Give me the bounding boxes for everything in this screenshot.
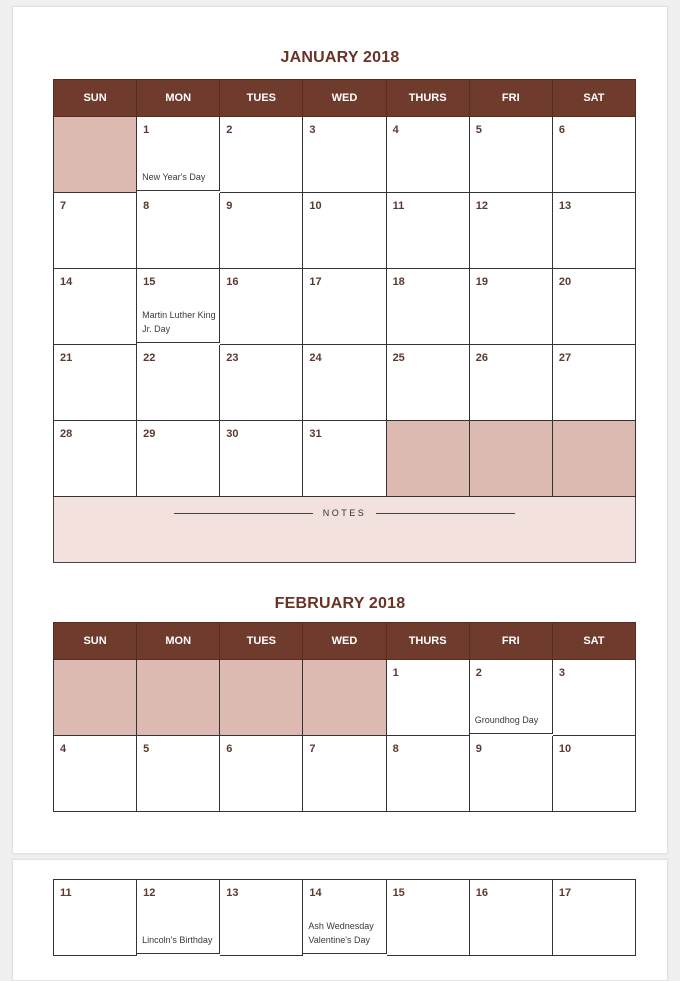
january-day-7[interactable]	[53, 193, 137, 269]
february-day-17[interactable]	[553, 880, 636, 956]
january-day-23[interactable]	[220, 345, 303, 421]
day-number: 16	[226, 276, 239, 288]
january-day-1[interactable]	[137, 117, 220, 191]
day-number: 25	[392, 352, 405, 364]
day-number: 6	[558, 124, 565, 136]
weekday-fri: FRI	[470, 80, 553, 116]
holiday-note: Ash Wednesday Valentine's Day	[308, 921, 374, 945]
calendar-page-1	[12, 6, 668, 854]
day-number: 7	[60, 200, 67, 212]
notes-box[interactable]	[53, 497, 636, 563]
day-number: 30	[226, 428, 239, 440]
holiday-note: Groundhog Day	[474, 715, 539, 725]
day-number: 27	[558, 352, 572, 364]
january-day-30[interactable]	[220, 421, 303, 497]
day-number: 20	[558, 276, 572, 288]
weekday-thurs: THURS	[387, 623, 470, 659]
january-day-10[interactable]	[303, 193, 386, 269]
day-number: 23	[226, 352, 239, 364]
empty-day-cell	[53, 660, 137, 736]
january-day-15[interactable]	[137, 269, 220, 343]
day-number: 13	[226, 887, 239, 899]
february-day-15[interactable]	[387, 880, 470, 956]
calendar-february-continued	[53, 879, 636, 956]
day-number: 18	[392, 276, 405, 288]
january-day-21[interactable]	[53, 345, 137, 421]
day-number: 21	[60, 352, 73, 364]
january-day-28[interactable]	[53, 421, 137, 497]
january-day-20[interactable]	[553, 269, 636, 345]
empty-day-cell	[553, 421, 636, 497]
week-row	[53, 421, 636, 497]
day-number: 17	[309, 276, 322, 288]
day-number: 8	[143, 200, 150, 212]
february-day-14[interactable]	[303, 880, 386, 954]
empty-day-cell	[53, 117, 137, 193]
day-number: 24	[309, 352, 322, 364]
calendar-january	[53, 79, 636, 563]
day-number: 5	[143, 743, 150, 755]
empty-day-cell	[220, 660, 303, 736]
day-number: 10	[309, 200, 322, 212]
week-row	[53, 269, 636, 345]
weekday-sat: SAT	[583, 92, 605, 104]
day-number: 14	[60, 276, 73, 288]
notes-label: NOTES	[322, 508, 367, 518]
month-title-february: FEBRUARY 2018	[274, 595, 406, 612]
weekday-mon: MON	[137, 623, 220, 659]
january-day-31[interactable]	[303, 421, 386, 497]
january-day-3[interactable]	[303, 117, 386, 193]
weekday-sat: SAT	[583, 635, 605, 647]
day-number: 2	[226, 124, 233, 136]
day-number: 31	[309, 428, 322, 440]
january-day-16[interactable]	[220, 269, 303, 345]
day-number: 14	[309, 887, 322, 899]
february-day-10[interactable]	[553, 736, 636, 812]
day-number: 1	[143, 124, 150, 136]
january-day-5[interactable]	[470, 117, 553, 193]
january-day-29[interactable]	[137, 421, 220, 497]
january-day-9[interactable]	[220, 193, 303, 269]
weekday-thurs: THURS	[387, 80, 470, 116]
january-day-18[interactable]	[387, 269, 470, 345]
week-row	[53, 660, 636, 736]
notes-divider	[174, 508, 515, 518]
day-number: 7	[309, 743, 316, 755]
day-number: 19	[475, 276, 488, 288]
day-number: 12	[475, 200, 488, 212]
day-number: 13	[558, 200, 572, 212]
february-day-12[interactable]	[137, 880, 220, 954]
day-number: 10	[558, 743, 572, 755]
february-day-2[interactable]	[470, 660, 553, 734]
weekday-tues: TUES	[220, 623, 303, 659]
weekday-wed: WED	[303, 623, 386, 659]
january-day-13[interactable]	[553, 193, 636, 269]
january-day-17[interactable]	[303, 269, 386, 345]
weekday-mon: MON	[137, 80, 220, 116]
week-row	[53, 736, 636, 812]
week-row	[53, 193, 636, 269]
day-number: 16	[475, 887, 488, 899]
day-number: 9	[475, 743, 482, 755]
holiday-note: Lincoln's Birthday	[142, 935, 213, 945]
empty-day-cell	[303, 660, 386, 736]
weekday-sun: SUN	[54, 80, 137, 116]
weekday-fri: FRI	[470, 623, 553, 659]
february-weeks-continued	[53, 879, 636, 956]
weekday-header	[53, 622, 636, 660]
january-day-25[interactable]	[387, 345, 470, 421]
day-number: 3	[558, 667, 565, 679]
february-day-11[interactable]	[53, 880, 137, 956]
february-day-9[interactable]	[470, 736, 553, 812]
january-day-27[interactable]	[553, 345, 636, 421]
week-row	[53, 117, 636, 193]
empty-day-cell	[137, 660, 220, 736]
day-number: 11	[392, 200, 405, 212]
day-number: 6	[226, 743, 233, 755]
february-weeks	[53, 660, 636, 812]
day-number: 15	[143, 276, 156, 288]
january-day-26[interactable]	[470, 345, 553, 421]
week-row	[53, 880, 636, 956]
february-day-6[interactable]	[220, 736, 303, 812]
january-day-6[interactable]	[553, 117, 636, 193]
calendar-page-2	[12, 859, 668, 981]
calendar-february	[53, 622, 636, 812]
february-day-7[interactable]	[303, 736, 386, 812]
january-day-19[interactable]	[470, 269, 553, 345]
day-number: 12	[143, 887, 156, 899]
day-number: 15	[392, 887, 405, 899]
month-title-january: JANUARY 2018	[280, 49, 400, 66]
holiday-note: New Year's Day	[142, 172, 206, 182]
february-day-3[interactable]	[553, 660, 636, 736]
day-number: 3	[309, 124, 316, 136]
day-number: 28	[60, 428, 73, 440]
empty-day-cell	[387, 421, 470, 497]
february-day-8[interactable]	[387, 736, 470, 812]
january-day-24[interactable]	[303, 345, 386, 421]
empty-day-cell	[470, 421, 553, 497]
january-day-2[interactable]	[220, 117, 303, 193]
day-number: 26	[475, 352, 488, 364]
january-day-11[interactable]	[387, 193, 470, 269]
day-number: 4	[60, 743, 67, 755]
weekday-wed: WED	[303, 80, 386, 116]
january-day-12[interactable]	[470, 193, 553, 269]
day-number: 5	[475, 124, 482, 136]
week-row	[53, 345, 636, 421]
day-number: 22	[143, 352, 156, 364]
day-number: 9	[226, 200, 233, 212]
day-number: 1	[392, 667, 399, 679]
day-number: 2	[475, 667, 482, 679]
weekday-header	[53, 79, 636, 117]
day-number: 29	[143, 428, 156, 440]
february-day-1[interactable]	[387, 660, 470, 736]
day-number: 11	[60, 887, 72, 899]
january-day-14[interactable]	[53, 269, 137, 345]
january-day-22[interactable]	[137, 345, 220, 421]
february-day-16[interactable]	[470, 880, 553, 956]
february-day-4[interactable]	[53, 736, 137, 812]
january-day-4[interactable]	[387, 117, 470, 193]
january-day-8[interactable]	[137, 193, 220, 269]
january-weeks	[53, 117, 636, 497]
weekday-tues: TUES	[220, 80, 303, 116]
day-number: 17	[558, 887, 572, 899]
weekday-sun: SUN	[54, 623, 137, 659]
holiday-note: Martin Luther King Jr. Day	[142, 310, 216, 334]
february-day-13[interactable]	[220, 880, 303, 956]
day-number: 8	[392, 743, 399, 755]
day-number: 4	[392, 124, 399, 136]
february-day-5[interactable]	[137, 736, 220, 812]
